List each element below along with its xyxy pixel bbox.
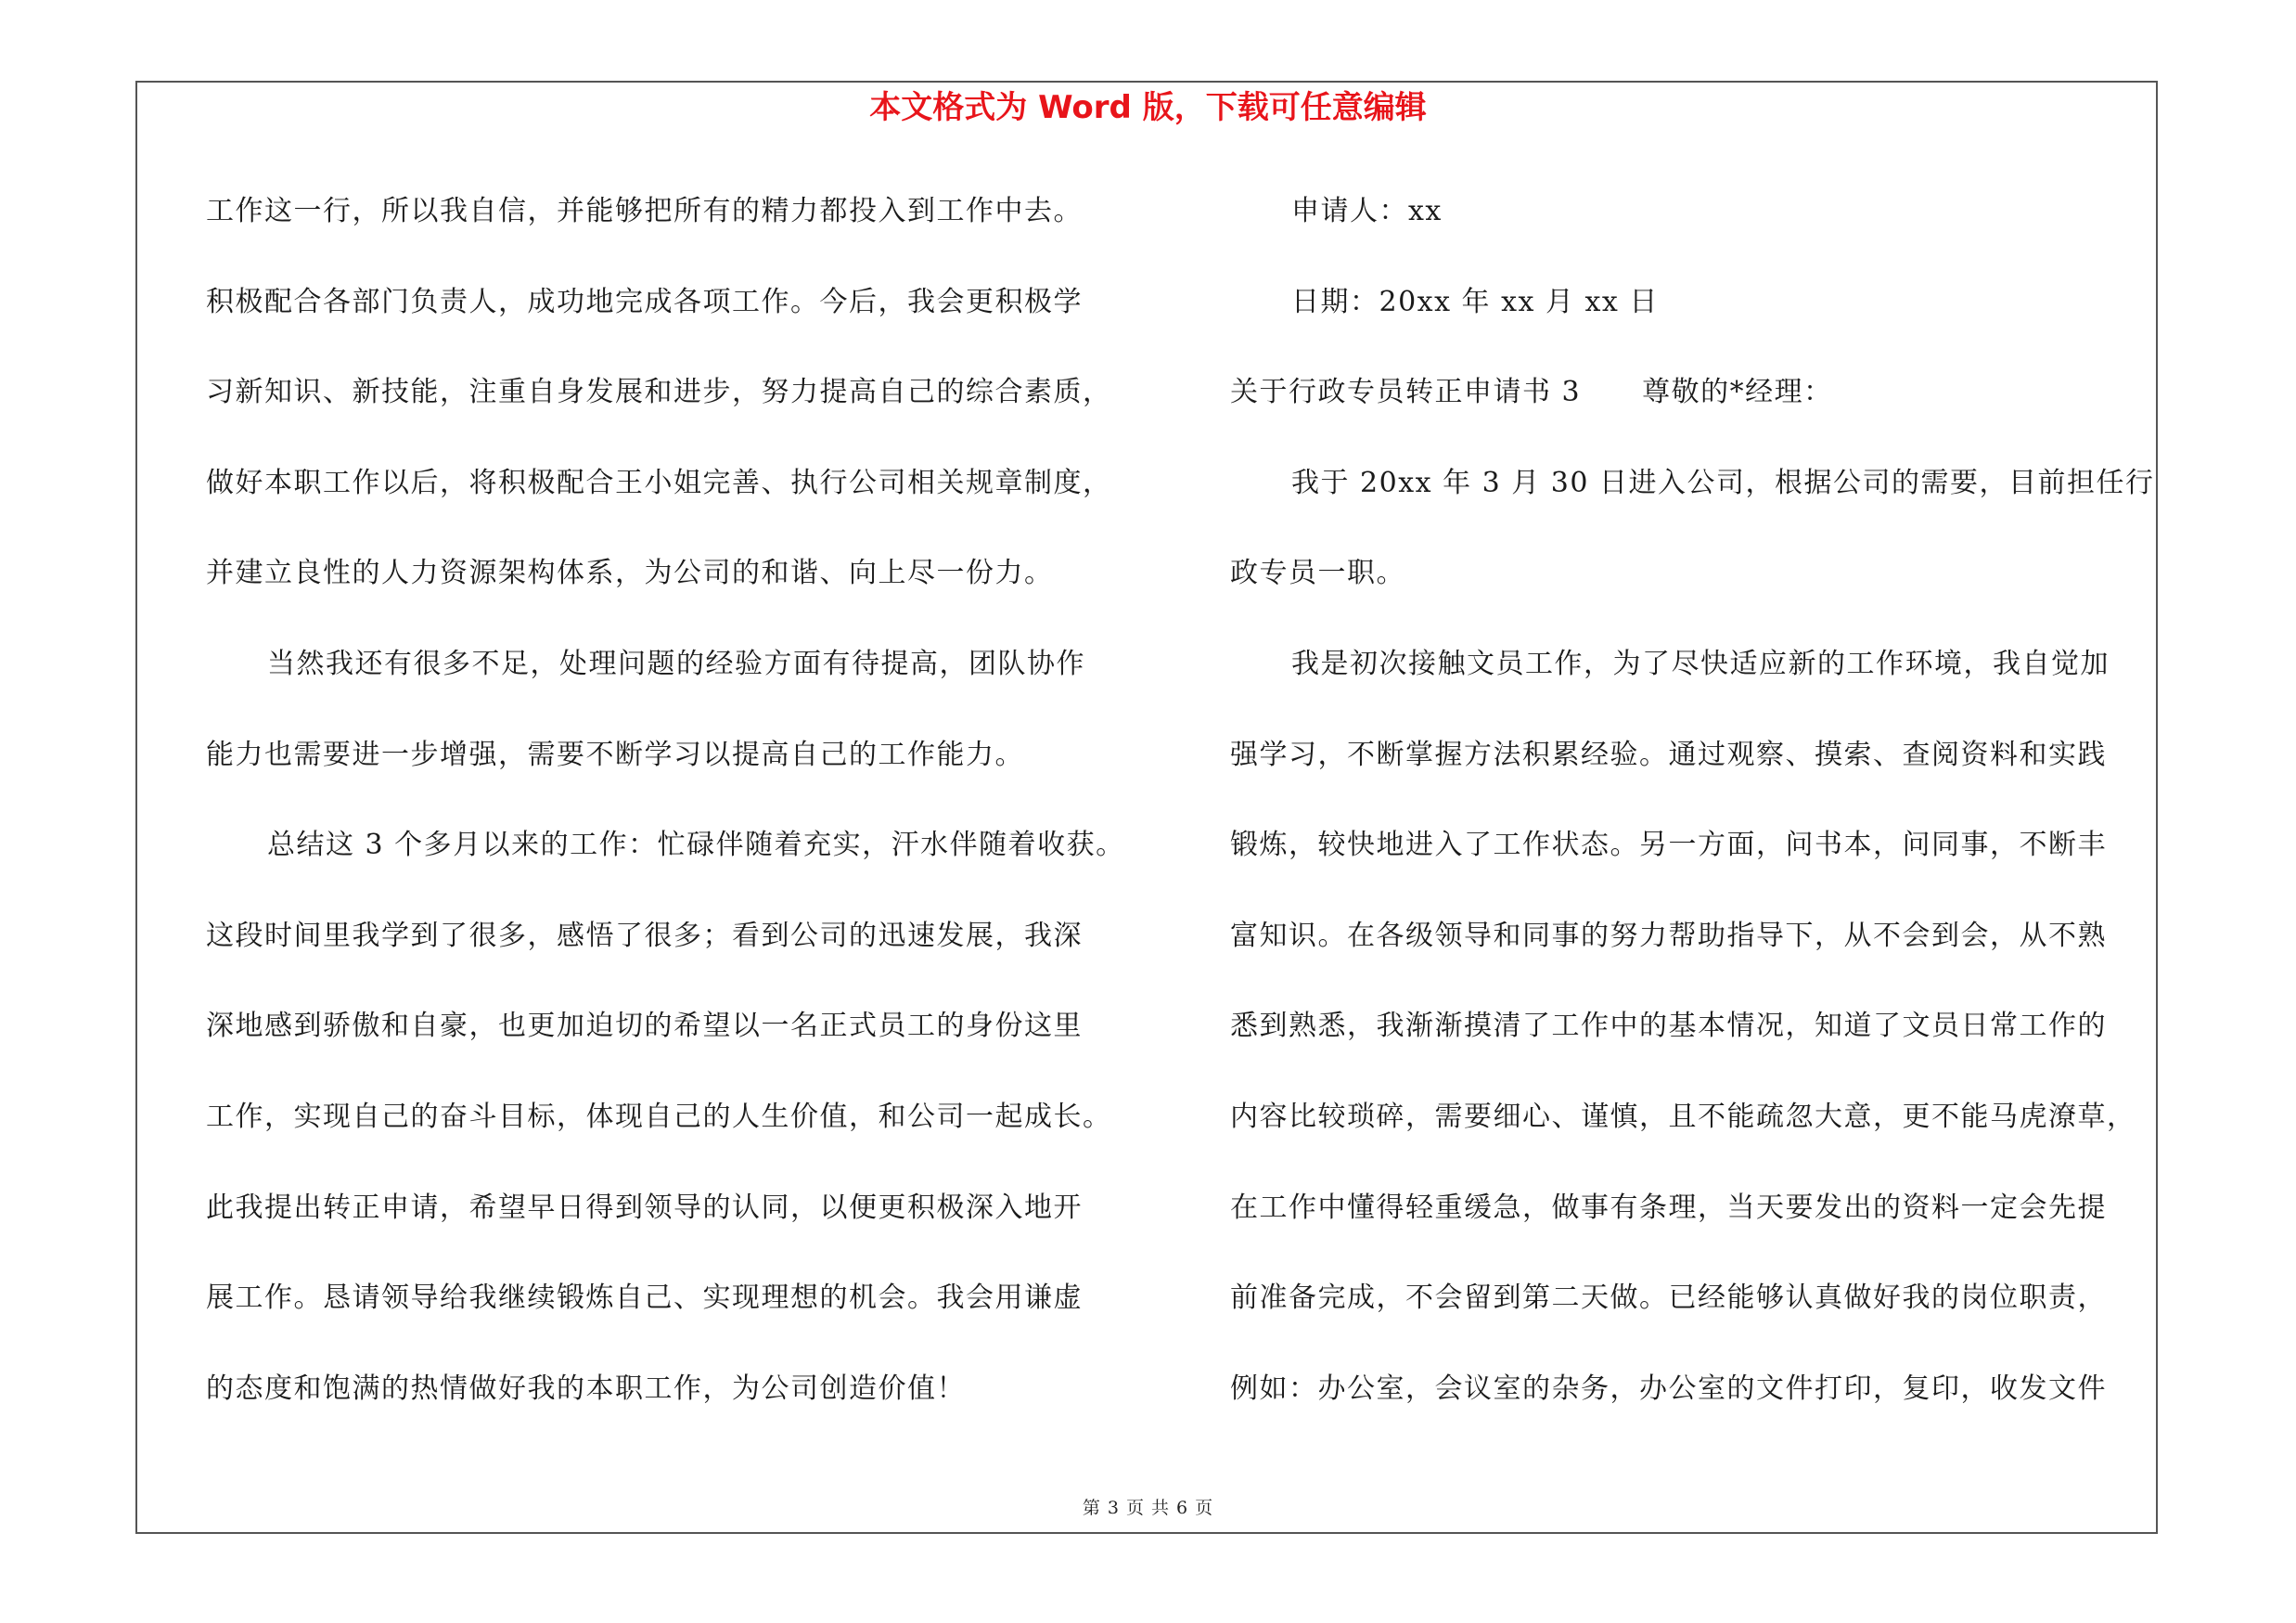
- text-line: 我于 20xx 年 3 月 30 日进入公司，根据公司的需要，目前担任行: [1291, 466, 2155, 499]
- text-line: 的态度和饱满的热情做好我的本职工作，为公司创造价值！: [206, 1372, 966, 1405]
- text-line: 在工作中懂得轻重缓急，做事有条理，当天要发出的资料一定会先提: [1230, 1191, 2107, 1224]
- text-line: 并建立良性的人力资源架构体系，为公司的和谐、向上尽一份力。: [206, 557, 1054, 590]
- text-line: 当然我还有很多不足，处理问题的经验方面有待提高，团队协作: [267, 647, 1085, 680]
- date-line: 日期：20xx 年 xx 月 xx 日: [1291, 285, 1659, 318]
- right-column: [1230, 184, 2167, 1451]
- text-line: 悉到熟悉，我渐渐摸清了工作中的基本情况，知道了文员日常工作的: [1230, 1010, 2107, 1043]
- header-banner: 本文格式为 Word 版，下载可任意编辑: [869, 89, 1427, 126]
- applicant-line: 申请人：xx: [1291, 195, 1443, 227]
- text-line: 能力也需要进一步增强，需要不断学习以提高自己的工作能力。: [206, 738, 1024, 771]
- text-line: 政专员一职。: [1230, 557, 1405, 590]
- text-line: 深地感到骄傲和自豪，也更加迫切的希望以一名正式员工的身份这里: [206, 1010, 1083, 1043]
- text-line: 内容比较琐碎，需要细心、谨慎，且不能疏忽大意，更不能马虎潦草，: [1230, 1100, 2136, 1133]
- text-line: 此我提出转正申请，希望早日得到领导的认同，以便更积极深入地开: [206, 1191, 1083, 1224]
- text-line: 前准备完成，不会留到第二天做。已经能够认真做好我的岗位职责，: [1230, 1282, 2107, 1315]
- text-line: 富知识。在各级领导和同事的努力帮助指导下，从不会到会，从不熟: [1230, 919, 2107, 952]
- text-line: 工作这一行，所以我自信，并能够把所有的精力都投入到工作中去。: [206, 195, 1083, 227]
- section-title: 关于行政专员转正申请书 3: [1230, 376, 1582, 409]
- text-line: 我是初次接触文员工作，为了尽快适应新的工作环境，我自觉加: [1291, 647, 2110, 680]
- text-line: 这段时间里我学到了很多，感悟了很多；看到公司的迅速发展，我深: [206, 919, 1083, 952]
- text-line: 锻炼，较快地进入了工作状态。另一方面，问书本，问同事，不断丰: [1230, 829, 2107, 862]
- text-line: 习新知识、新技能，注重自身发展和进步，努力提高自己的综合素质，: [206, 376, 1112, 409]
- page-number: 第 3 页 共 6 页: [1082, 1498, 1214, 1518]
- text-line: 积极配合各部门负责人，成功地完成各项工作。今后，我会更积极学: [206, 285, 1083, 318]
- text-line: 强学习，不断掌握方法积累经验。通过观察、摸索、查阅资料和实践: [1230, 738, 2107, 771]
- text-line: 例如：办公室，会议室的杂务，办公室的文件打印，复印，收发文件: [1230, 1372, 2107, 1405]
- left-column: [206, 184, 1134, 1451]
- text-line: 总结这 3 个多月以来的工作：忙碌伴随着充实，汗水伴随着收获。: [267, 829, 1125, 862]
- section-heading-line: [1230, 365, 2167, 456]
- text-line: 工作，实现自己的奋斗目标，体现自己的人生价值，和公司一起成长。: [206, 1100, 1112, 1133]
- text-line: 展工作。恳请领导给我继续锻炼自己、实现理想的机会。我会用谦虚: [206, 1282, 1083, 1315]
- salutation: 尊敬的*经理：: [1642, 376, 1833, 409]
- text-line: 做好本职工作以后，将积极配合王小姐完善、执行公司相关规章制度，: [206, 466, 1112, 499]
